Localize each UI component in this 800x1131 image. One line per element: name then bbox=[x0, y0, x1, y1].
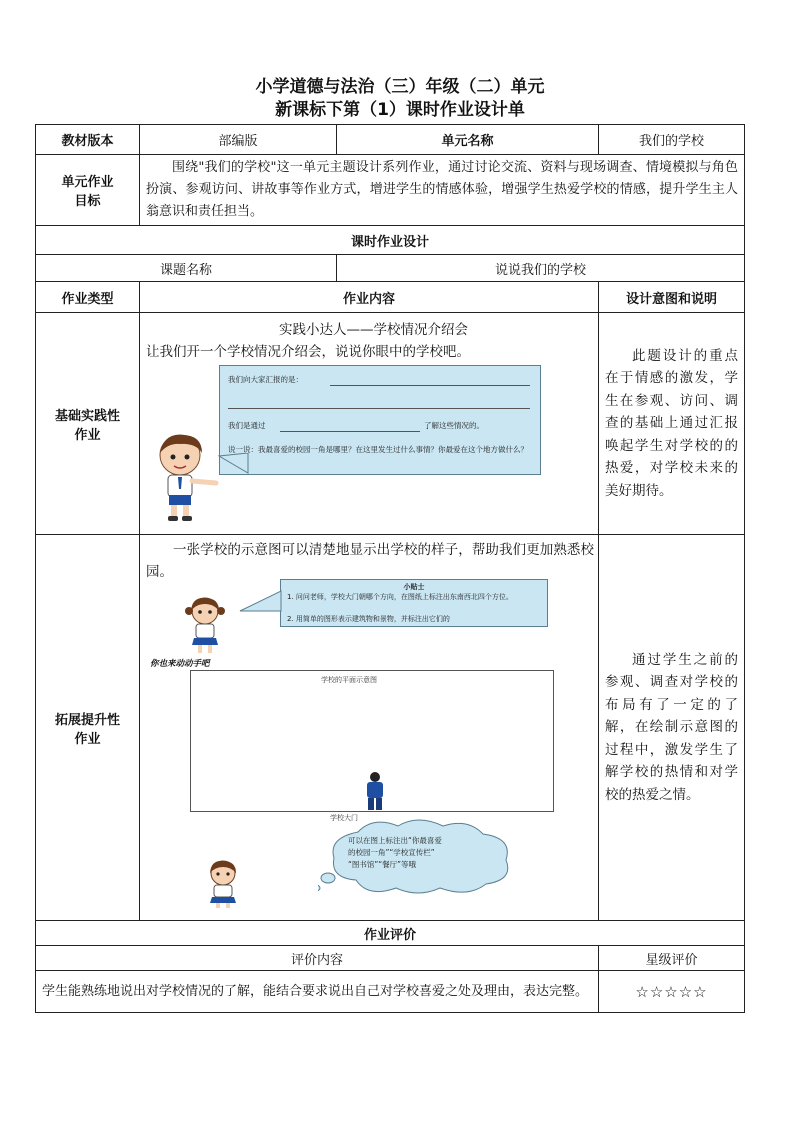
col-content-header: 作业内容 bbox=[140, 282, 599, 313]
basic-intent: 此题设计的重点在于情感的激发，学生在参观、访问、调查的基础上通过汇报唤起学生对学校的的热爱，对学校未来的美好期待。 bbox=[599, 313, 745, 535]
extend-type bbox=[36, 535, 140, 921]
extend-task-row bbox=[36, 535, 745, 921]
basic-type-line2: 作业 bbox=[74, 427, 101, 443]
bubble-line1: 我们向大家汇报的是： bbox=[228, 375, 303, 384]
lesson-design-heading: 课时作业设计 bbox=[36, 226, 745, 255]
bubble-line2-end: 了解这些情况的。 bbox=[424, 421, 484, 430]
tips-title: 小贴士 bbox=[403, 583, 425, 591]
unit-goal-label-line1: 单元作业 bbox=[61, 175, 114, 190]
basic-task-row bbox=[36, 313, 745, 535]
unit-goal-label-line2: 目标 bbox=[74, 194, 101, 209]
unit-goal-row bbox=[36, 155, 745, 226]
unit-goal-text: 围绕"我们的学校"这一单元主题设计系列作业，通过讨论交流、资料与现场调查、情境模拟与角色扮演、参观访问、讲故事等作业方式，增进学生的情感体验，增强学生热爱学校的情感，提升学生主人翁意识和责任担当。 bbox=[140, 155, 745, 226]
tip-1: 1. 问问老师，学校大门朝哪个方向，在图纸上标注出东南西北四个方位。 bbox=[287, 593, 513, 601]
topic-value: 说说我们的学校 bbox=[337, 255, 745, 282]
map-title: 学校的平面示意图 bbox=[321, 676, 377, 684]
doc-title-line1: 小学道德与法治（三）年级（二）单元 bbox=[255, 77, 545, 97]
cloud-line2: 的校园一角”“学校宣传栏” bbox=[348, 848, 435, 857]
cloud-text bbox=[348, 835, 498, 871]
basic-content bbox=[140, 313, 599, 535]
gate-label: 学校大门 bbox=[330, 814, 358, 822]
evaluation-heading-row bbox=[36, 921, 745, 946]
handwrite-label: 你也来动动手吧 bbox=[150, 659, 210, 669]
extend-intent: 通过学生之前的参观、调查对学校的布局有了一定的了解，在绘制示意图的过程中，激发学生了解学校的热情和对学校的热爱之情。 bbox=[599, 535, 745, 921]
evaluation-rating-label: 星级评价 bbox=[599, 946, 745, 971]
tips-box bbox=[280, 579, 548, 627]
student-back-icon bbox=[363, 771, 387, 811]
col-type-header: 作业类型 bbox=[36, 282, 140, 313]
extend-content bbox=[140, 535, 599, 921]
cloud-line1: 可以在图上标注出“你最喜爱 bbox=[348, 836, 442, 845]
tip-2: 2. 用简单的图形表示建筑物和景物，并标注出它们的 bbox=[287, 615, 450, 623]
star-rating[interactable]: ☆☆☆☆☆ bbox=[599, 971, 745, 1013]
col-intent-header: 设计意图和说明 bbox=[599, 282, 745, 313]
basic-content-title: 实践小达人——学校情况介绍会 bbox=[279, 322, 468, 338]
evaluation-content-text: 学生能熟练地说出对学校情况的了解，能结合要求说出自己对学校喜爱之处及理由，表达完整。 bbox=[36, 971, 599, 1013]
evaluation-label-row bbox=[36, 946, 745, 971]
doc-title-line2: 新课标下第（1）课时作业设计单 bbox=[275, 100, 525, 120]
homework-design-table bbox=[35, 124, 745, 1013]
topic-row bbox=[36, 255, 745, 282]
extend-type-line2: 作业 bbox=[74, 731, 101, 747]
edition-value: 部编版 bbox=[140, 125, 337, 155]
girl-figure-icon bbox=[182, 595, 228, 655]
evaluation-row bbox=[36, 971, 745, 1013]
evaluation-heading: 作业评价 bbox=[36, 921, 745, 946]
extend-type-line1: 拓展提升性 bbox=[54, 712, 120, 728]
basic-content-text: 让我们开一个学校情况介绍会，说说你眼中的学校吧。 bbox=[146, 344, 470, 360]
edition-label: 教材版本 bbox=[36, 125, 140, 155]
cloud-line3: “图书馆”“餐厅”等哦 bbox=[348, 860, 417, 869]
school-map-frame bbox=[190, 670, 554, 812]
basic-type bbox=[36, 313, 140, 535]
evaluation-content-label: 评价内容 bbox=[36, 946, 599, 971]
bubble-line3: 说一说：我最喜爱的校园一角是哪里？在这里发生过什么事情？你最爱在这个地方做什么？ bbox=[228, 445, 528, 454]
bubble-line2: 我们是通过 bbox=[228, 421, 266, 430]
extend-content-text: 一张学校的示意图可以清楚地显示出学校的样子，帮助我们更加熟悉校园。 bbox=[146, 542, 594, 580]
lesson-design-row bbox=[36, 226, 745, 255]
header-row bbox=[36, 125, 745, 155]
unit-label: 单元名称 bbox=[337, 125, 599, 155]
unit-goal-label bbox=[36, 155, 140, 226]
basic-type-line1: 基础实践性 bbox=[54, 408, 120, 424]
topic-label: 课题名称 bbox=[36, 255, 337, 282]
boy-figure-icon bbox=[150, 431, 220, 523]
column-header-row bbox=[36, 282, 745, 313]
small-girl-figure-icon bbox=[200, 859, 246, 909]
unit-value: 我们的学校 bbox=[599, 125, 745, 155]
speech-bubble bbox=[219, 365, 541, 475]
